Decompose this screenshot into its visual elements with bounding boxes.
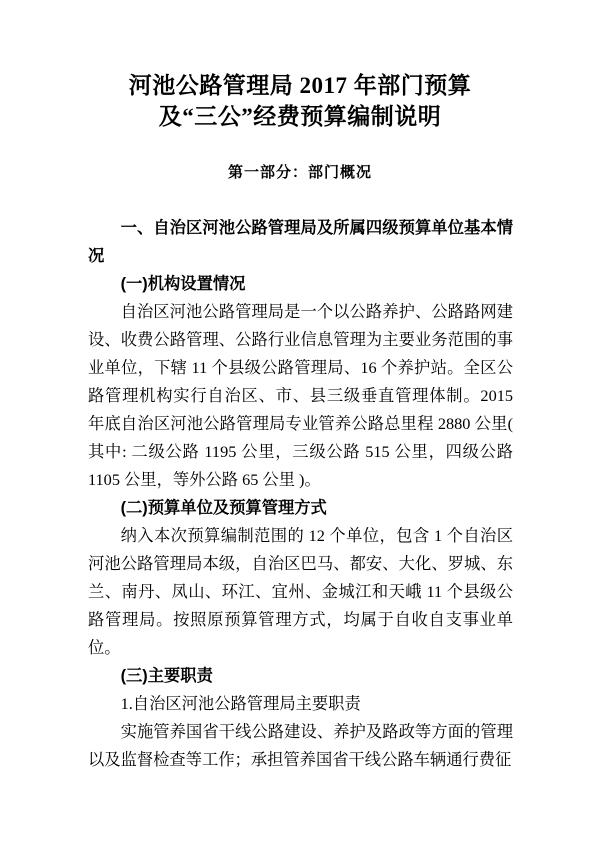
subsection-2-heading: (二)预算单位及预算管理方式 — [120, 499, 327, 517]
subsection-3-item-heading: 1.自治区河池公路管理局主要职责 — [120, 694, 361, 713]
subsection-3-heading: (三)主要职责 — [120, 667, 213, 685]
subsection-2-paragraph: 纳入本次预算编制范围的 12 个单位，包含 1 个自治区河池公路管理局本级，自治区巴马、都安、大化、罗城、东兰、南丹、凤山、环江、宜州、金城江和天峨 11 个县级公路管理局。按照原预算管理方式，均属于自收自支事业单位。 — [88, 526, 513, 657]
document-title — [0, 0, 600, 132]
document-title-line1: 河池公路管理局 2017 年部门预算 — [128, 73, 472, 98]
document-title-line2: 及“三公”经费预算编制说明 — [158, 104, 442, 129]
subsection-1-paragraph: 自治区河池公路管理局是一个以公路养护、公路路网建设、收费公路管理、公路行业信息管理为主要业务范围的事业单位，下辖 11 个县级公路管理局、16 个养护站。全区公路管理机构实行自治区、市、县三级垂直管理体制。2015 年底自治区河池公路管理局专业管养公路总里程 2880 公里( 其中: 二级公路 1195 公里，三级公路 515 公里，四级公路 1105 公里，等外公路 65 公里 )。 — [88, 302, 513, 489]
subsection-1-heading: (一)机构设置情况 — [120, 275, 246, 293]
section-1-heading: 一、自治区河池公路管理局及所属四级预算单位基本情况 — [88, 219, 513, 265]
document-body — [88, 214, 513, 774]
subsection-3-paragraph: 实施管养国省干线公路建设、养护及路政等方面的管理以及监督检查等工作；承担管养国省干线公路车辆通行费征 — [88, 722, 513, 769]
part-heading: 第一部分：部门概况 — [227, 164, 372, 181]
